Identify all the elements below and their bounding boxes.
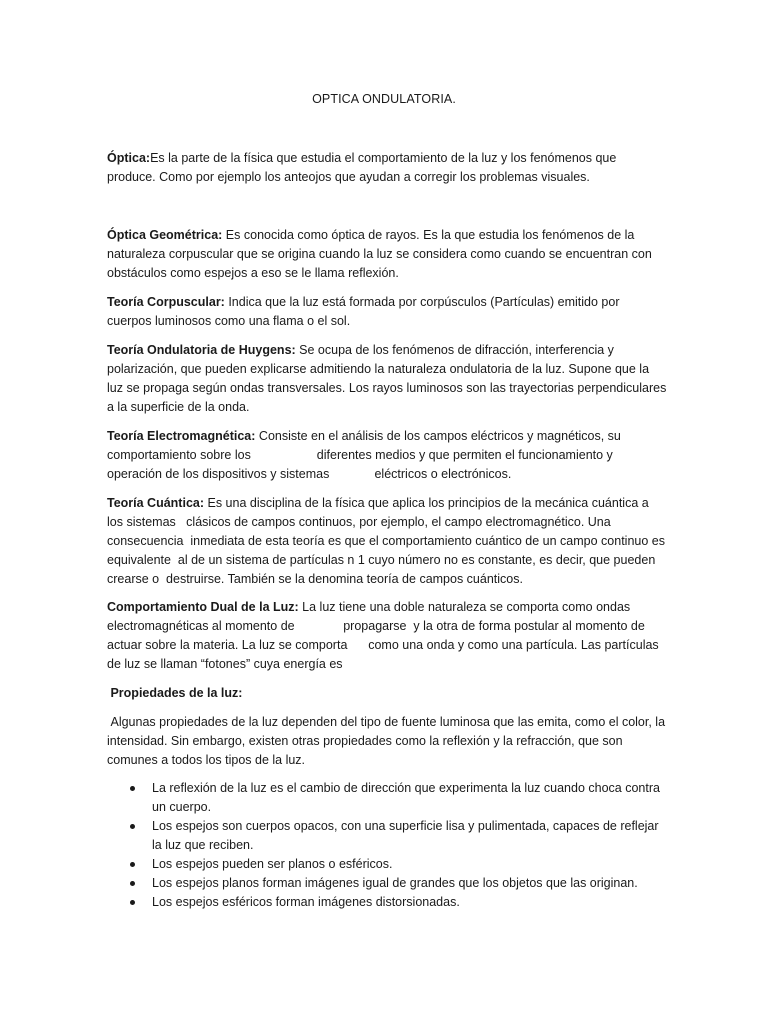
paragraph-text: Consiste en el análisis de los campos eléctricos y magnéticos, su comportamiento sobre los diferentes medios y que permiten el funcionamiento y operación de los dispositivos y sistemas eléctricos o electrónicos. xyxy=(107,429,625,481)
list-item-text: Los espejos pueden ser planos o esféricos. xyxy=(152,857,393,871)
list-item xyxy=(107,874,667,893)
paragraph-text: Es la parte de la física que estudia el comportamiento de la luz y los fenómenos que produce. Como por ejemplo los anteojos que ayudan a corregir los problemas visuales. xyxy=(107,151,617,184)
paragraph-optica-geometrica xyxy=(107,226,667,283)
document-title: OPTICA ONDULATORIA. xyxy=(312,92,456,106)
bullet-icon xyxy=(130,786,135,791)
term-label: Teoría Electromagnética: xyxy=(107,429,256,443)
list-item-text: Los espejos son cuerpos opacos, con una superficie lisa y pulimentada, capaces de reflejar la luz que reciben. xyxy=(152,819,659,852)
term-label: Teoría Cuántica: xyxy=(107,496,205,510)
properties-list xyxy=(107,779,667,912)
list-item-text: Los espejos planos forman imágenes igual de grandes que los objetos que las originan. xyxy=(152,876,638,890)
term-label: Óptica Geométrica: xyxy=(107,228,223,242)
term-label: Comportamiento Dual de la Luz: xyxy=(107,600,299,614)
paragraph-optica xyxy=(107,149,667,187)
list-item xyxy=(107,817,667,855)
paragraph-text: Es conocida como óptica de rayos. Es la que estudia los fenómenos de la naturaleza corpuscular que se origina cuando la luz se considera como cuando se encuentran con obstáculos como espejos a eso se le llama reflexión. xyxy=(107,228,652,280)
paragraph-teoria-corpuscular xyxy=(107,293,667,331)
properties-intro: Algunas propiedades de la luz dependen del tipo de fuente luminosa que las emita, como el color, la intensidad. Sin embargo, existen otras propiedades como la reflexión y la refracción, que son comunes a todos los tipos de la luz. xyxy=(107,715,669,767)
term-label: Teoría Corpuscular: xyxy=(107,295,225,309)
term-label: Óptica: xyxy=(107,151,151,165)
paragraph-text: Es una disciplina de la física que aplica los principios de la mecánica cuántica a los sistemas clásicos de campos continuos, por ejemplo, el campo electromagnético. Una consecuencia inmediata de esta teoría es que el comportamiento cuántico de un campo continuo es equivalente al de un sistema de partículas n 1 cuyo número no es constante, es decir, que pueden crearse o destruirse. También se la denomina teoría de campos cuánticos. xyxy=(107,496,669,586)
list-item-text: Los espejos esféricos forman imágenes distorsionadas. xyxy=(152,895,460,909)
paragraph-text: Indica que la luz está formada por corpúsculos (Partículas) emitido por cuerpos luminosos como una flama o el sol. xyxy=(107,295,620,328)
paragraph-comportamiento-dual xyxy=(107,598,667,674)
paragraph-text: La luz tiene una doble naturaleza se comporta como ondas electromagnéticas al momento de propagarse y la otra de forma postular al momento de actuar sobre la materia. La luz se comporta como una onda y como una partícula. Las partículas de luz se llaman “fotones” cuya energía es xyxy=(107,600,663,671)
bullet-icon xyxy=(130,881,135,886)
paragraph-text: Se ocupa de los fenómenos de difracción, interferencia y polarización, que pueden explicarse admitiendo la naturaleza ondulatoria de la luz. Supone que la luz se propaga según ondas transversales. Los rayos luminosos son las trayectorias perpendiculares a la superficie de la onda. xyxy=(107,343,667,414)
bullet-icon xyxy=(130,862,135,867)
paragraph-teoria-electromagnetica xyxy=(107,427,667,484)
list-item xyxy=(107,855,667,874)
paragraph-teoria-cuantica xyxy=(107,494,667,589)
paragraph-teoria-ondulatoria xyxy=(107,341,667,417)
bullet-icon xyxy=(130,824,135,829)
list-item xyxy=(107,779,667,817)
list-item xyxy=(107,893,667,912)
term-label: Teoría Ondulatoria de Huygens: xyxy=(107,343,296,357)
bullet-icon xyxy=(130,900,135,905)
properties-heading: Propiedades de la luz: xyxy=(107,686,243,700)
list-item-text: La reflexión de la luz es el cambio de dirección que experimenta la luz cuando choca contra un cuerpo. xyxy=(152,781,660,814)
